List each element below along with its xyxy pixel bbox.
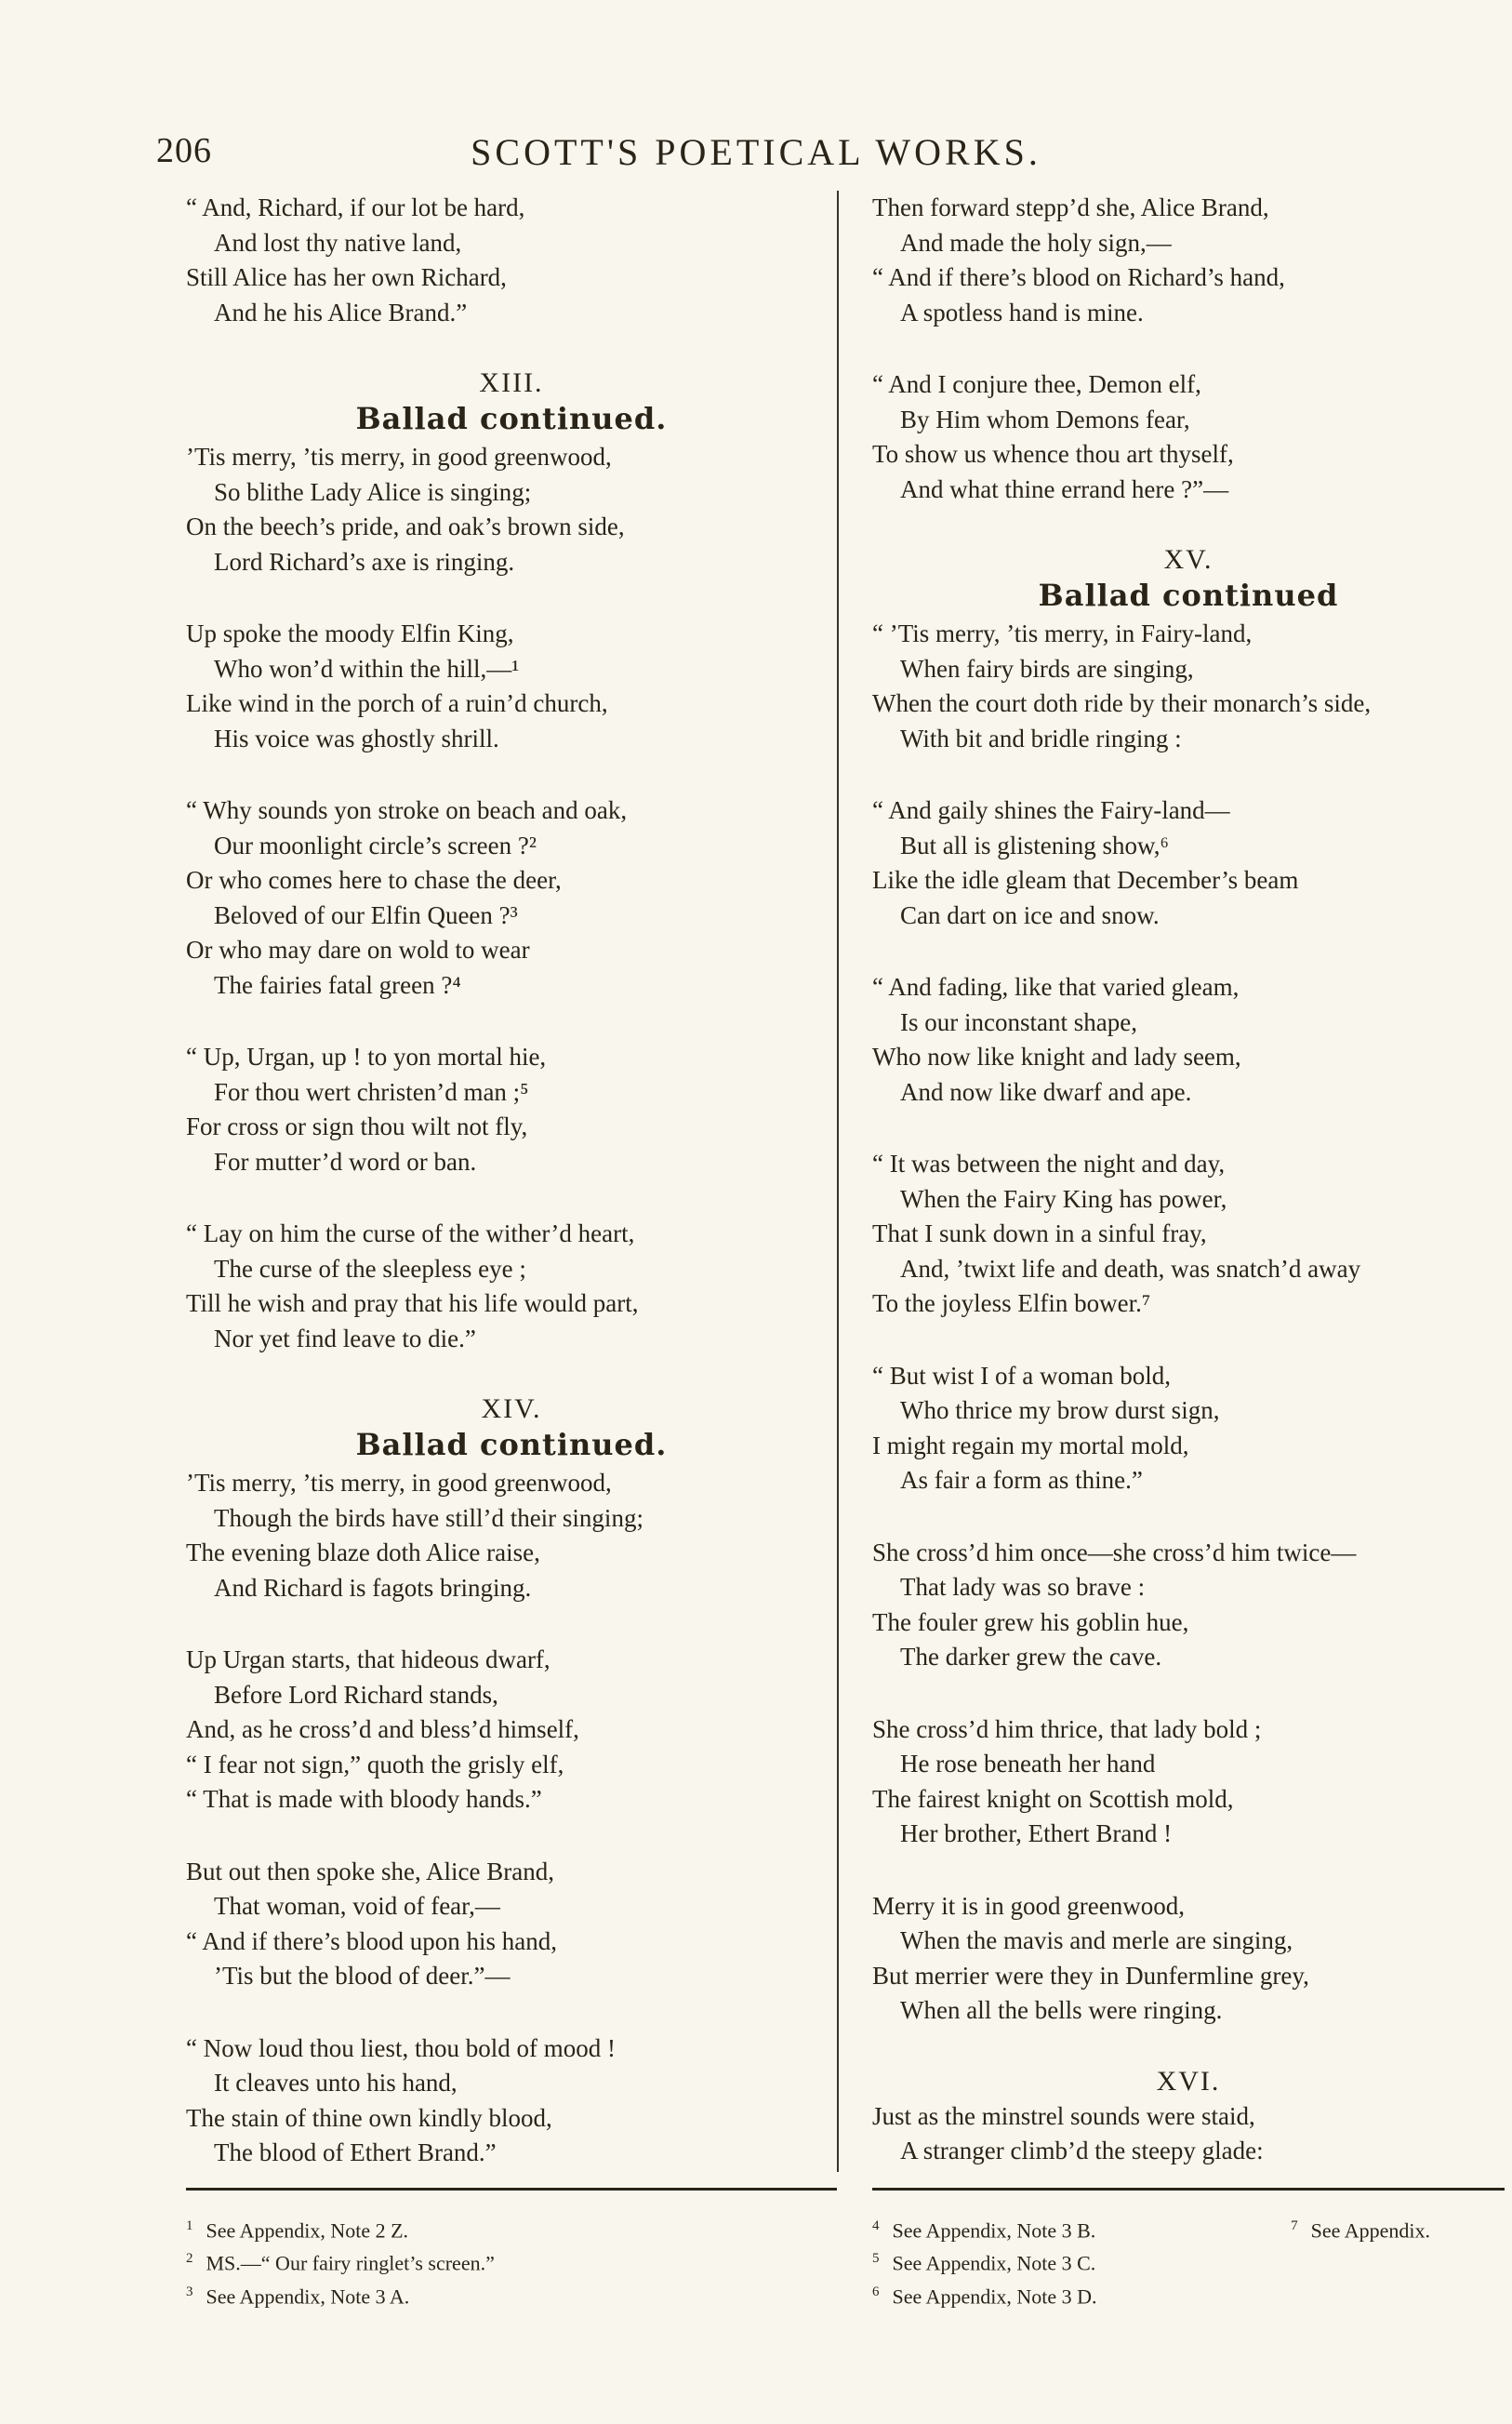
stanza-group bbox=[186, 1466, 837, 2171]
footnotes-left bbox=[186, 2212, 818, 2311]
verse-line: Beloved of our Elfin Queen ?³ bbox=[214, 900, 518, 929]
stanza-group bbox=[872, 2099, 1505, 2169]
stanza bbox=[186, 191, 837, 330]
section-number: XIII. bbox=[479, 367, 544, 398]
stanza bbox=[872, 617, 1505, 756]
verse-line: ’Tis merry, ’tis merry, in good greenwood, bbox=[186, 1469, 612, 1497]
verse-line: For mutter’d word or ban. bbox=[214, 1147, 477, 1176]
verse-line: “ It was between the night and day, bbox=[872, 1150, 1226, 1178]
verse-line: For thou wert christen’d man ;⁵ bbox=[214, 1077, 529, 1106]
stanza bbox=[872, 191, 1505, 330]
verse-line: His voice was ghostly shrill. bbox=[214, 724, 499, 753]
verse-line: When the Fairy King has power, bbox=[900, 1184, 1227, 1213]
verse-line: He rose beneath her hand bbox=[900, 1750, 1156, 1778]
verse-line: “ And, Richard, if our lot be hard, bbox=[186, 193, 525, 221]
verse-line: I might regain my mortal mold, bbox=[872, 1431, 1189, 1459]
footnote: $^3$ See Appendix, Note 3 A. bbox=[186, 2284, 410, 2308]
verse-line: Like the idle gleam that December’s beam bbox=[872, 866, 1299, 894]
footnote: $^5$ See Appendix, Note 3 C. bbox=[872, 2251, 1096, 2275]
verse-line: And Richard is fagots bringing. bbox=[214, 1573, 532, 1602]
stanza bbox=[872, 1889, 1505, 2029]
stanza bbox=[186, 1040, 837, 1179]
verse-line: Can dart on ice and snow. bbox=[900, 900, 1160, 929]
verse-line: And lost thy native land, bbox=[214, 228, 462, 257]
verse-line: “ ’Tis merry, ’tis merry, in Fairy-land, bbox=[872, 619, 1253, 647]
page-header bbox=[0, 121, 1512, 177]
right-column bbox=[872, 191, 1505, 2206]
verse-line: Up Urgan starts, that hideous dwarf, bbox=[186, 1645, 550, 1673]
verse-line: A spotless hand is mine. bbox=[900, 298, 1144, 326]
stanza-group bbox=[186, 191, 837, 330]
verse-line: The fairest knight on Scottish mold, bbox=[872, 1784, 1234, 1813]
verse-line: But out then spoke she, Alice Brand, bbox=[186, 1857, 554, 1885]
stanza bbox=[186, 1855, 837, 1994]
stanza-group bbox=[872, 191, 1505, 507]
stanza bbox=[872, 367, 1505, 507]
verse-line: Who thrice my brow durst sign, bbox=[900, 1396, 1220, 1424]
stanza bbox=[872, 1147, 1505, 1322]
footnote-rule bbox=[872, 2188, 1505, 2191]
verse-line: She cross’d him thrice, that lady bold ; bbox=[872, 1714, 1262, 1743]
verse-line: Nor yet find leave to die.” bbox=[214, 1324, 476, 1352]
verse-line: By Him whom Demons fear, bbox=[900, 405, 1190, 433]
verse-line: And what thine errand here ?”— bbox=[900, 474, 1229, 503]
verse-line: That I sunk down in a sinful fray, bbox=[872, 1219, 1207, 1247]
verse-line: For cross or sign thou wilt not fly, bbox=[186, 1112, 528, 1140]
verse-line: The stain of thine own kindly blood, bbox=[186, 2103, 552, 2132]
verse-line: Or who comes here to chase the deer, bbox=[186, 866, 562, 894]
stanza bbox=[872, 1536, 1505, 1675]
verse-line: The blood of Ethert Brand.” bbox=[214, 2138, 497, 2166]
verse-line: “ Why sounds yon stroke on beach and oak, bbox=[186, 796, 628, 824]
section-number: XVI. bbox=[1156, 2065, 1221, 2097]
verse-line: Like wind in the porch of a ruin’d church, bbox=[186, 689, 608, 717]
verse-line: That lady was so brave : bbox=[900, 1573, 1146, 1601]
verse-line: That woman, void of fear,— bbox=[214, 1892, 500, 1920]
verse-line: Though the birds have still’d their singing; bbox=[214, 1503, 643, 1532]
section-number: XIV. bbox=[481, 1393, 542, 1424]
footnotes-right bbox=[872, 2212, 1505, 2311]
verse-line: Lord Richard’s axe is ringing. bbox=[214, 547, 515, 576]
verse-line: The evening blaze doth Alice raise, bbox=[186, 1538, 540, 1566]
verse-line: But all is glistening show,⁶ bbox=[900, 831, 1169, 859]
verse-line: Who now like knight and lady seem, bbox=[872, 1043, 1241, 1071]
verse-line: And, as he cross’d and bless’d himself, bbox=[186, 1715, 579, 1743]
stanza bbox=[186, 1643, 837, 1818]
verse-line: And, ’twixt life and death, was snatch’d away bbox=[900, 1254, 1361, 1283]
left-column bbox=[186, 191, 837, 2208]
footnote-rule bbox=[186, 2188, 837, 2191]
stanza bbox=[872, 1359, 1505, 1498]
verse-line: The fairies fatal green ?⁴ bbox=[214, 970, 461, 999]
verse-line: When fairy birds are singing, bbox=[900, 654, 1194, 683]
stanza bbox=[872, 970, 1505, 1110]
stanza-group bbox=[186, 440, 837, 1356]
stanza bbox=[872, 793, 1505, 933]
section-heading: Ballad continued. bbox=[355, 401, 668, 436]
stanza bbox=[186, 1217, 837, 1356]
stanza bbox=[872, 1712, 1505, 1852]
verse-line: “ Up, Urgan, up ! to yon mortal hie, bbox=[186, 1043, 547, 1071]
verse-line: “ I fear not sign,” quoth the grisly elf, bbox=[186, 1750, 564, 1778]
verse-line: “ And I conjure thee, Demon elf, bbox=[872, 370, 1201, 398]
section-number: XV. bbox=[1163, 544, 1214, 575]
verse-line: It cleaves unto his hand, bbox=[214, 2069, 458, 2097]
verse-line: So blithe Lady Alice is singing; bbox=[214, 477, 532, 506]
column-divider bbox=[837, 191, 839, 2172]
verse-line: The darker grew the cave. bbox=[900, 1643, 1162, 1671]
verse-line: And he his Alice Brand.” bbox=[214, 298, 468, 326]
verse-line: ’Tis but the blood of deer.”— bbox=[214, 1962, 511, 1990]
verse-line: Before Lord Richard stands, bbox=[214, 1680, 498, 1709]
verse-line: Who won’d within the hill,—¹ bbox=[214, 654, 520, 683]
verse-line: When all the bells were ringing. bbox=[900, 1996, 1223, 2024]
verse-line: Just as the minstrel sounds were staid, bbox=[872, 2101, 1255, 2130]
stanza bbox=[186, 793, 837, 1003]
stanza bbox=[186, 617, 837, 756]
verse-line: ’Tis merry, ’tis merry, in good greenwood, bbox=[186, 443, 612, 471]
verse-line: “ And if there’s blood upon his hand, bbox=[186, 1926, 557, 1955]
verse-line: “ And fading, like that varied gleam, bbox=[872, 973, 1240, 1001]
verse-line: To the joyless Elfin bower.⁷ bbox=[872, 1289, 1151, 1317]
verse-line: “ And if there’s blood on Richard’s hand, bbox=[872, 263, 1285, 291]
verse-line: Merry it is in good greenwood, bbox=[872, 1891, 1185, 1920]
verse-line: With bit and bridle ringing : bbox=[900, 724, 1182, 753]
stanza bbox=[186, 1466, 837, 1605]
stanza bbox=[872, 2099, 1505, 2169]
footnote: $^4$ See Appendix, Note 3 B. $^7$ See Appendix. bbox=[872, 2218, 1430, 2243]
verse-line: Still Alice has her own Richard, bbox=[186, 263, 507, 291]
footnote: $^2$ MS.—“ Our fairy ringlet’s screen.” bbox=[186, 2251, 495, 2275]
verse-line: When the mavis and merle are singing, bbox=[900, 1926, 1293, 1954]
verse-line: Then forward stepp’d she, Alice Brand, bbox=[872, 193, 1269, 221]
verse-line: The fouler grew his goblin hue, bbox=[872, 1607, 1189, 1636]
verse-line: As fair a form as thine.” bbox=[900, 1466, 1143, 1494]
verse-line: To show us whence thou art thyself, bbox=[872, 440, 1234, 468]
verse-line: Till he wish and pray that his life would part, bbox=[186, 1289, 639, 1317]
verse-line: Up spoke the moody Elfin King, bbox=[186, 619, 514, 647]
stanza bbox=[186, 2031, 837, 2171]
verse-line: Her brother, Ethert Brand ! bbox=[900, 1819, 1173, 1847]
running-title: SCOTT'S POETICAL WORKS. bbox=[471, 131, 1041, 173]
verse-line: “ But wist I of a woman bold, bbox=[872, 1361, 1171, 1390]
verse-line: She cross’d him once—she cross’d him twice— bbox=[872, 1538, 1357, 1566]
verse-line: “ That is made with bloody hands.” bbox=[186, 1785, 542, 1813]
verse-line: And now like dwarf and ape. bbox=[900, 1077, 1192, 1106]
page-number: 206 bbox=[156, 131, 212, 170]
footnote: $^6$ See Appendix, Note 3 D. bbox=[872, 2284, 1097, 2308]
verse-line: On the beech’s pride, and oak’s brown side, bbox=[186, 513, 625, 540]
verse-line: The curse of the sleepless eye ; bbox=[214, 1254, 526, 1283]
footnote: $^1$ See Appendix, Note 2 Z. bbox=[186, 2218, 409, 2243]
verse-line: Is our inconstant shape, bbox=[900, 1007, 1137, 1036]
section-heading: Ballad continued. bbox=[355, 1427, 668, 1462]
verse-line: And made the holy sign,— bbox=[900, 228, 1172, 257]
verse-line: “ And gaily shines the Fairy-land— bbox=[872, 796, 1230, 824]
verse-line: When the court doth ride by their monarch’s side, bbox=[872, 689, 1372, 717]
verse-line: Our moonlight circle’s screen ?² bbox=[214, 831, 537, 859]
verse-line: Or who may dare on wold to wear bbox=[186, 936, 530, 964]
stanza bbox=[186, 440, 837, 579]
section-heading: Ballad continued bbox=[1038, 578, 1339, 613]
stanza-group bbox=[872, 617, 1505, 2029]
verse-line: But merrier were they in Dunfermline grey, bbox=[872, 1961, 1309, 1990]
verse-line: “ Now loud thou liest, thou bold of mood ! bbox=[186, 2033, 616, 2062]
verse-line: A stranger climb’d the steepy glade: bbox=[900, 2137, 1264, 2164]
verse-line: “ Lay on him the curse of the wither’d heart, bbox=[186, 1219, 635, 1247]
